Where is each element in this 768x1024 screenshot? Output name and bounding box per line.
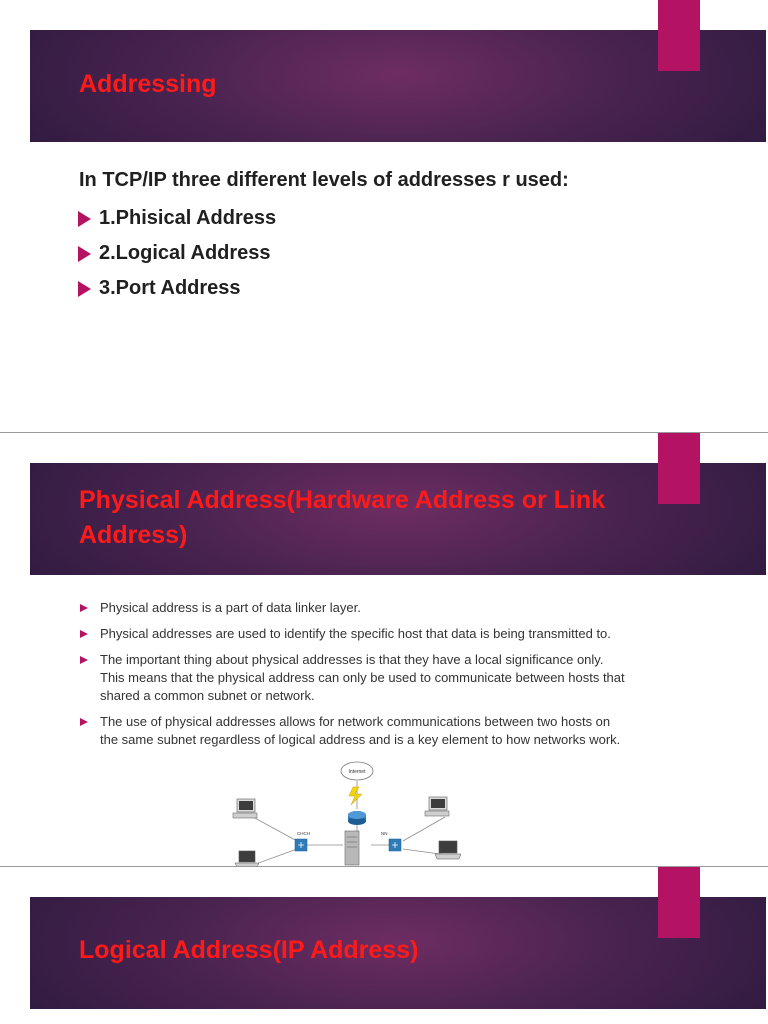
- network-diagram: [217, 751, 485, 866]
- physical-address-bullets: [78, 599, 628, 757]
- list-item-text: The use of physical addresses allows for network communications between two hosts on the same subnet regardless of logical address and is a key element to how networks work.: [100, 714, 621, 747]
- slide-title: Physical Address(Hardware Address or Link Address): [79, 486, 606, 549]
- bullet-triangle-icon: [80, 718, 88, 726]
- router-icon: [348, 811, 366, 825]
- list-item: [78, 625, 628, 643]
- intro-text: In TCP/IP three different levels of addresses r used:: [79, 169, 569, 191]
- computer-icon: [425, 797, 449, 816]
- accent-tab: [658, 867, 700, 938]
- lightning-icon: [349, 787, 362, 805]
- laptop-icon: [235, 851, 259, 866]
- bullet-triangle-icon: [78, 211, 91, 227]
- list-item-text: The important thing about physical addresses is that they have a local significance only. This means that the physical address can only be used to communicate between hosts that shared a common subnet or network.: [100, 652, 625, 703]
- switch-icon: [389, 839, 401, 851]
- list-item: [78, 236, 276, 271]
- list-item: [78, 713, 628, 749]
- slide-logical-address: [0, 867, 768, 1024]
- server-icon: [345, 831, 359, 865]
- bullet-triangle-icon: [80, 656, 88, 664]
- list-item: [78, 201, 276, 236]
- list-item-label: 2.Logical Address: [99, 242, 271, 264]
- switch-icon: [295, 839, 307, 851]
- slide-title: Logical Address(IP Address): [79, 936, 419, 964]
- list-item: [78, 271, 276, 306]
- list-item-text: Physical address is a part of data linker layer.: [100, 600, 361, 615]
- switch-label-left: CHCH: [297, 831, 310, 836]
- list-item: [78, 651, 628, 705]
- slide-title: Addressing: [79, 70, 217, 98]
- computer-icon: [233, 799, 257, 818]
- address-levels-list: [78, 201, 276, 306]
- internet-cloud-icon: [341, 762, 373, 780]
- list-item-text: Physical addresses are used to identify the specific host that data is being transmitted to.: [100, 626, 611, 641]
- switch-label-right: NN: [381, 831, 388, 836]
- list-item-label: 1.Phisical Address: [99, 207, 277, 229]
- bullet-triangle-icon: [80, 604, 88, 612]
- laptop-icon: [435, 841, 461, 859]
- bullet-triangle-icon: [78, 281, 91, 297]
- accent-tab: [658, 433, 700, 504]
- bullet-triangle-icon: [80, 630, 88, 638]
- list-item: [78, 599, 628, 617]
- bullet-triangle-icon: [78, 246, 91, 262]
- slide-physical-address: [0, 433, 768, 866]
- list-item-label: 3.Port Address: [99, 277, 241, 299]
- slide-addressing: [0, 0, 768, 432]
- accent-tab: [658, 0, 700, 71]
- cloud-label: Internet: [348, 769, 366, 775]
